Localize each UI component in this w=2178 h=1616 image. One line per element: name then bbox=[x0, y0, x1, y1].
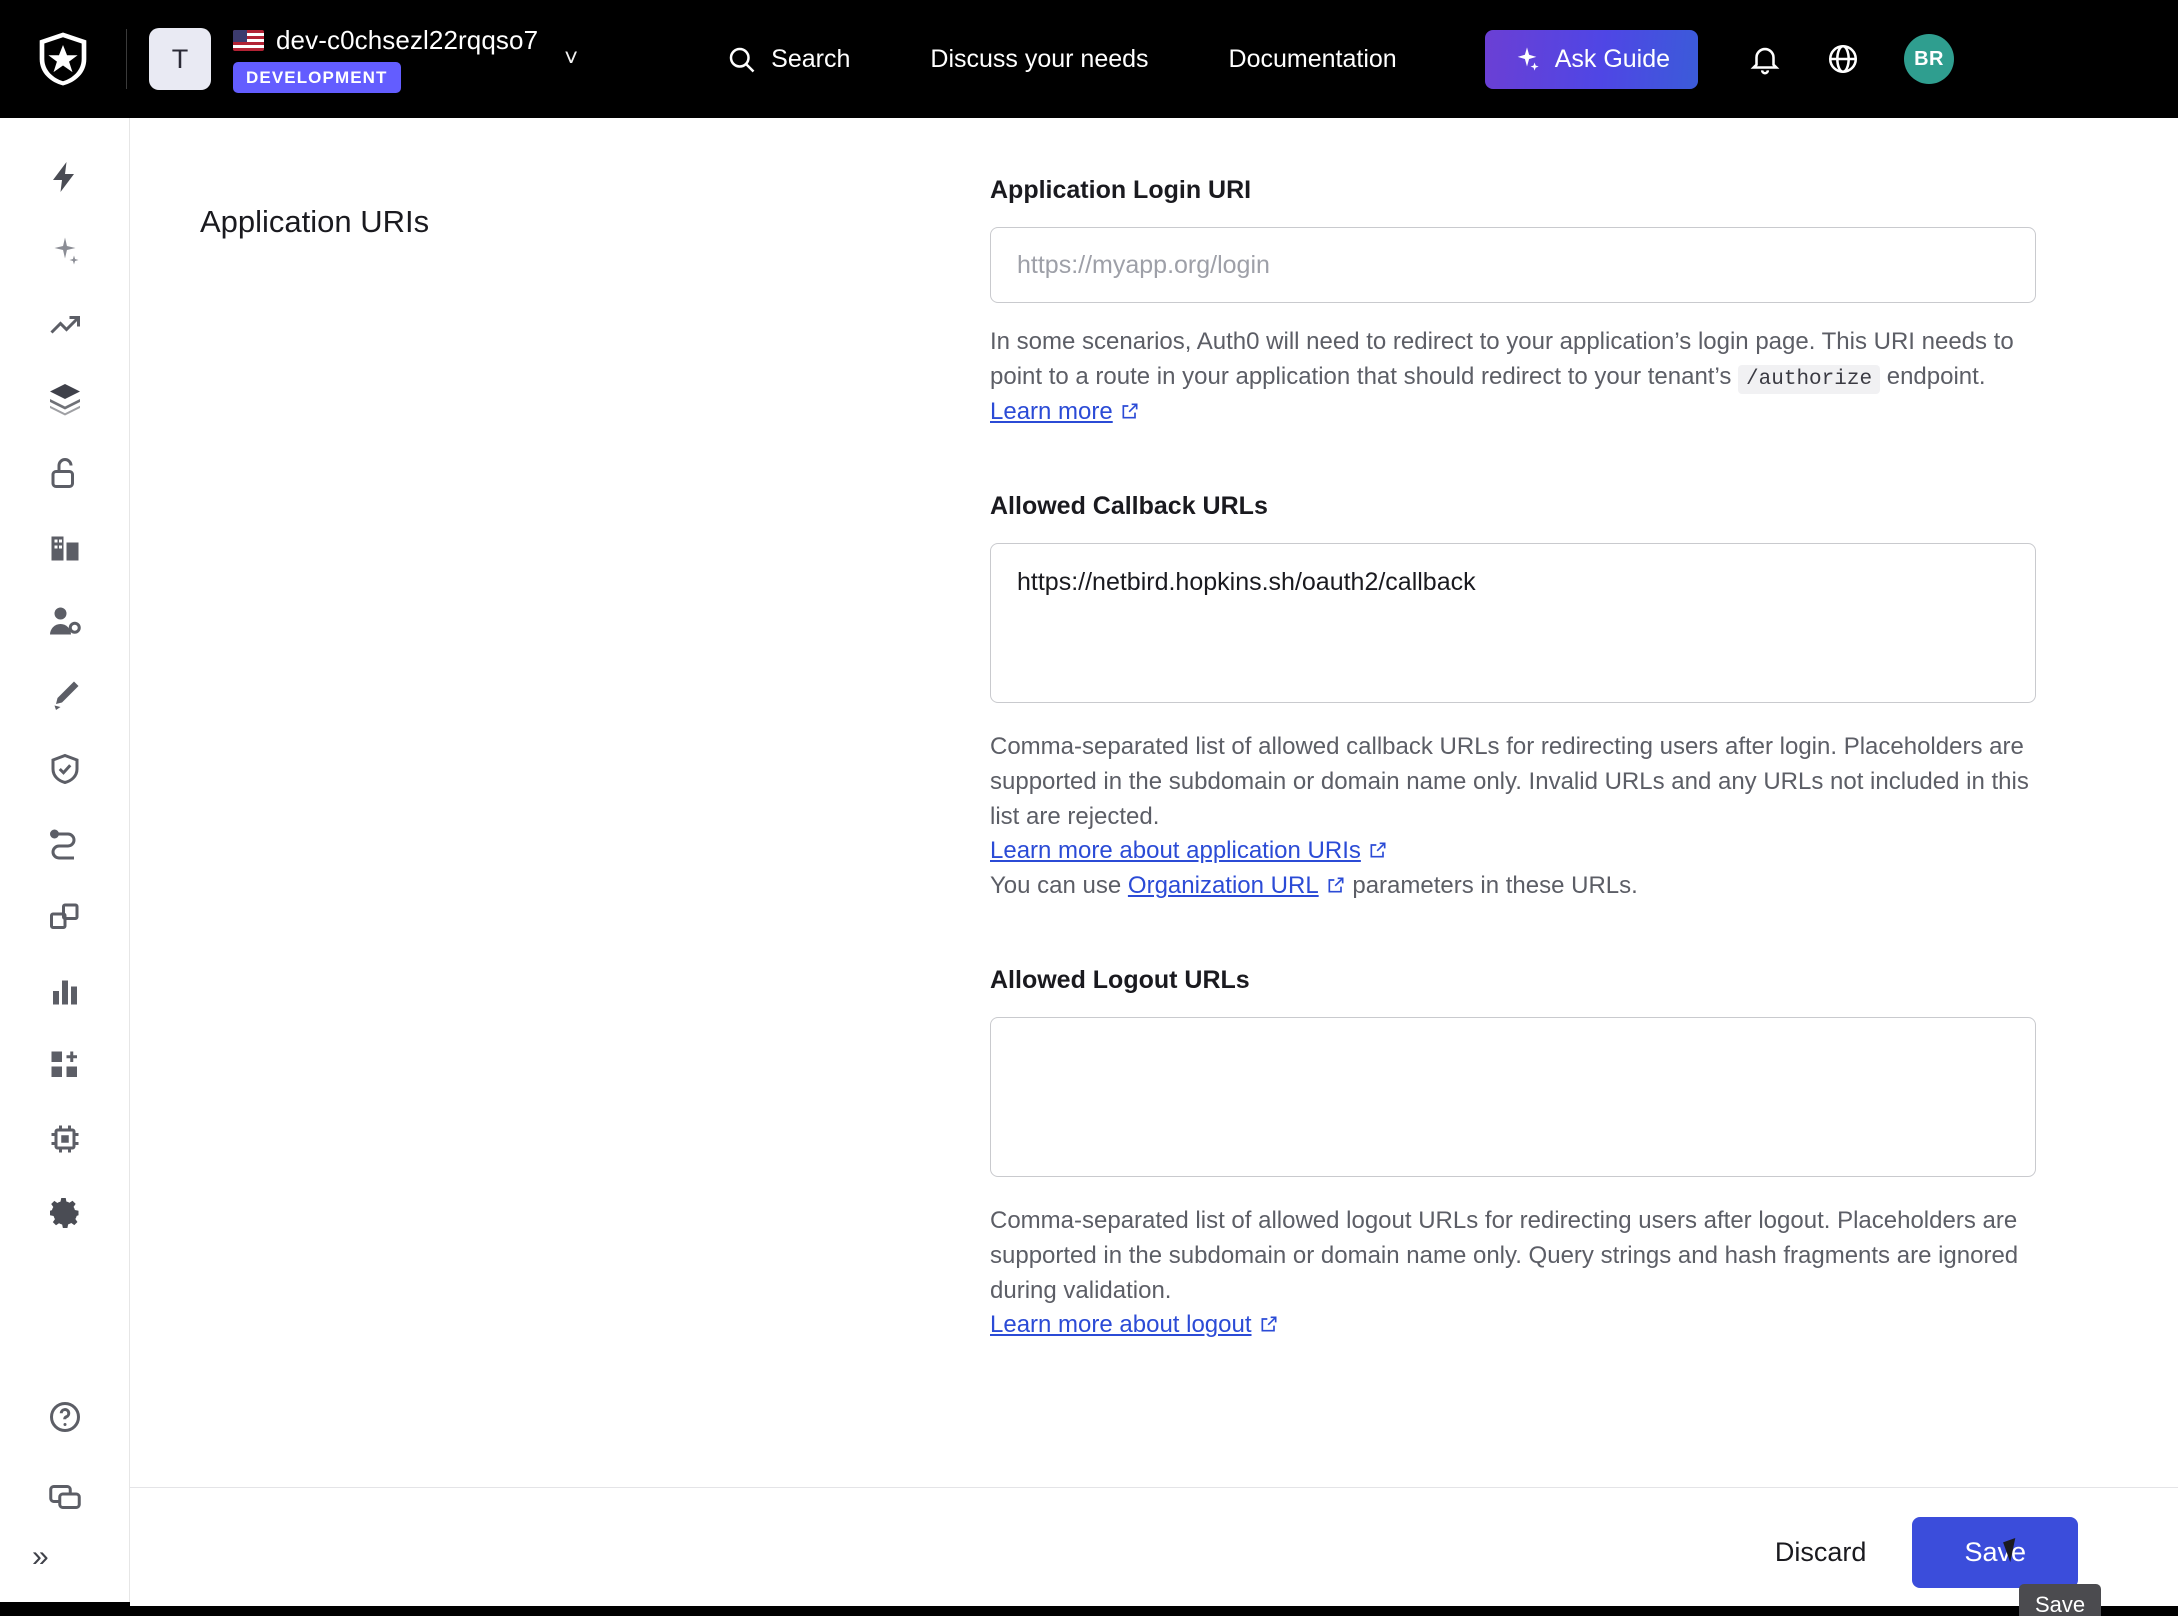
grid-plus-icon bbox=[47, 1047, 83, 1083]
tenant-selector[interactable] bbox=[233, 25, 538, 93]
search-icon bbox=[726, 44, 756, 74]
sidebar-item-extensions[interactable] bbox=[30, 1104, 100, 1174]
sidebar-item-activity[interactable] bbox=[30, 290, 100, 360]
user-settings-icon bbox=[47, 603, 83, 639]
callback-urls-help-text: Comma-separated list of allowed callback URLs for redirecting users after login. Placeholders are supported in the subdomain or domain name only. Invalid URLs and any URLs not included in this list are rejected. bbox=[990, 733, 2029, 830]
gear-icon bbox=[47, 1195, 83, 1231]
sidebar-item-security[interactable] bbox=[30, 734, 100, 804]
external-link-icon bbox=[1120, 401, 1140, 421]
org-url-suffix: parameters in these URLs. bbox=[1345, 872, 1638, 900]
section-header-column bbox=[200, 176, 990, 1343]
ask-guide-label: Ask Guide bbox=[1554, 44, 1671, 73]
top-navigation-bar bbox=[0, 0, 2178, 118]
sidebar-item-applications[interactable] bbox=[30, 364, 100, 434]
sidebar-item-settings[interactable] bbox=[30, 1178, 100, 1248]
sidebar-item-actions[interactable] bbox=[30, 808, 100, 878]
sparkle-icon bbox=[1513, 45, 1541, 73]
auth0-logo[interactable] bbox=[26, 22, 100, 96]
logout-urls-label: Allowed Logout URLs bbox=[990, 966, 1250, 995]
bell-icon[interactable] bbox=[1748, 42, 1782, 76]
discard-button[interactable]: Discard bbox=[1745, 1519, 1897, 1586]
login-uri-learn-more-link[interactable]: Learn more bbox=[990, 398, 1113, 426]
flow-icon bbox=[47, 825, 83, 861]
login-uri-help-part1: In some scenarios, Auth0 will need to redirect to your application’s login page. This URI needs to point to a route in your application that should redirect to your tenant’s bbox=[990, 328, 2014, 390]
login-uri-help-part2: endpoint. bbox=[1880, 362, 1986, 390]
logout-urls-help-text: Comma-separated list of allowed logout URLs for redirecting users after logout. Placeholders are supported in the subdomain or domain name only. Query strings and hash fragments are ignored during validation. bbox=[990, 1207, 2019, 1304]
form-column bbox=[990, 176, 2040, 1343]
top-nav-links bbox=[686, 44, 1437, 74]
chat-icon bbox=[47, 1479, 83, 1515]
trending-up-icon bbox=[47, 307, 83, 343]
logout-urls-textarea[interactable] bbox=[990, 1017, 2036, 1177]
sidebar-item-branding[interactable] bbox=[30, 660, 100, 730]
sidebar-item-marketplace[interactable] bbox=[30, 1030, 100, 1100]
settings-scroll-area bbox=[130, 118, 2178, 1488]
sidebar-item-monitoring[interactable] bbox=[30, 956, 100, 1026]
shield-check-icon bbox=[47, 751, 83, 787]
lightning-icon bbox=[47, 159, 83, 195]
search-label: Search bbox=[771, 44, 851, 73]
sidebar-item-user-management[interactable] bbox=[30, 586, 100, 656]
sidebar-item-help[interactable] bbox=[30, 1382, 100, 1452]
topbar-divider bbox=[126, 29, 127, 89]
callback-urls-label: Allowed Callback URLs bbox=[990, 492, 1268, 521]
external-link-icon bbox=[1368, 840, 1388, 860]
tenant-avatar: T bbox=[149, 28, 211, 90]
logout-urls-help bbox=[990, 1204, 2036, 1343]
lock-icon bbox=[47, 455, 83, 491]
auth0-shield-icon bbox=[37, 31, 89, 87]
paintbrush-icon bbox=[47, 677, 83, 713]
main-content bbox=[130, 118, 2178, 1616]
login-uri-help bbox=[990, 325, 2036, 430]
callback-urls-help bbox=[990, 730, 2036, 904]
search-button[interactable] bbox=[686, 44, 890, 74]
sidebar-item-ai-assistant[interactable] bbox=[30, 216, 100, 286]
save-button[interactable]: Save bbox=[1912, 1517, 2078, 1588]
question-circle-icon bbox=[47, 1399, 83, 1435]
sparkles-icon bbox=[47, 233, 83, 269]
chevron-down-icon[interactable]: ˅ bbox=[564, 45, 579, 72]
ask-guide-button[interactable] bbox=[1485, 30, 1698, 89]
organization-url-link[interactable]: Organization URL bbox=[1127, 872, 1319, 900]
gap-1 bbox=[990, 430, 2040, 492]
sidebar-item-feedback[interactable] bbox=[30, 1462, 100, 1532]
bar-chart-icon bbox=[47, 973, 83, 1009]
environment-badge: DEVELOPMENT bbox=[233, 62, 401, 93]
external-link-icon bbox=[1259, 1314, 1279, 1334]
form-action-bar bbox=[130, 1488, 2178, 1616]
org-url-prefix: You can use bbox=[990, 872, 1128, 900]
logout-learn-more-link[interactable]: Learn more about logout bbox=[990, 1311, 1252, 1339]
authorize-code-chip: /authorize bbox=[1738, 365, 1880, 394]
left-sidebar bbox=[0, 118, 130, 1616]
body bbox=[0, 118, 2178, 1616]
layers-icon bbox=[47, 381, 83, 417]
sidebar-item-authentication[interactable] bbox=[30, 438, 100, 508]
topbar-icon-group bbox=[1748, 34, 1954, 84]
page-title: Application URIs bbox=[200, 204, 430, 239]
nav-documentation[interactable]: Documentation bbox=[1228, 44, 1397, 73]
callback-urls-textarea[interactable] bbox=[990, 543, 2036, 703]
sidebar-item-getting-started[interactable] bbox=[30, 142, 100, 212]
login-uri-label: Application Login URI bbox=[990, 176, 1252, 204]
chip-icon bbox=[47, 1121, 83, 1157]
nav-discuss-your-needs[interactable]: Discuss your needs bbox=[930, 44, 1149, 73]
callback-urls-app-uris-link[interactable]: Learn more about application URIs bbox=[990, 837, 1361, 865]
sidebar-item-organizations[interactable] bbox=[30, 512, 100, 582]
external-link-icon bbox=[1326, 875, 1346, 895]
save-tooltip: Save bbox=[2019, 1584, 2101, 1616]
user-avatar[interactable]: BR bbox=[1904, 34, 1954, 84]
globe-icon[interactable] bbox=[1826, 42, 1860, 76]
bottom-black-strip bbox=[0, 1606, 2178, 1616]
gap-2 bbox=[990, 904, 2040, 966]
chevrons-right-icon[interactable]: » bbox=[32, 1540, 49, 1573]
login-uri-input[interactable] bbox=[990, 227, 2036, 303]
cubes-icon bbox=[47, 899, 83, 935]
tenant-name: dev-c0chsezl22rqqso7 bbox=[276, 25, 539, 55]
building-icon bbox=[47, 529, 83, 565]
us-flag-icon bbox=[233, 30, 264, 51]
sidebar-item-auth-pipeline[interactable] bbox=[30, 882, 100, 952]
